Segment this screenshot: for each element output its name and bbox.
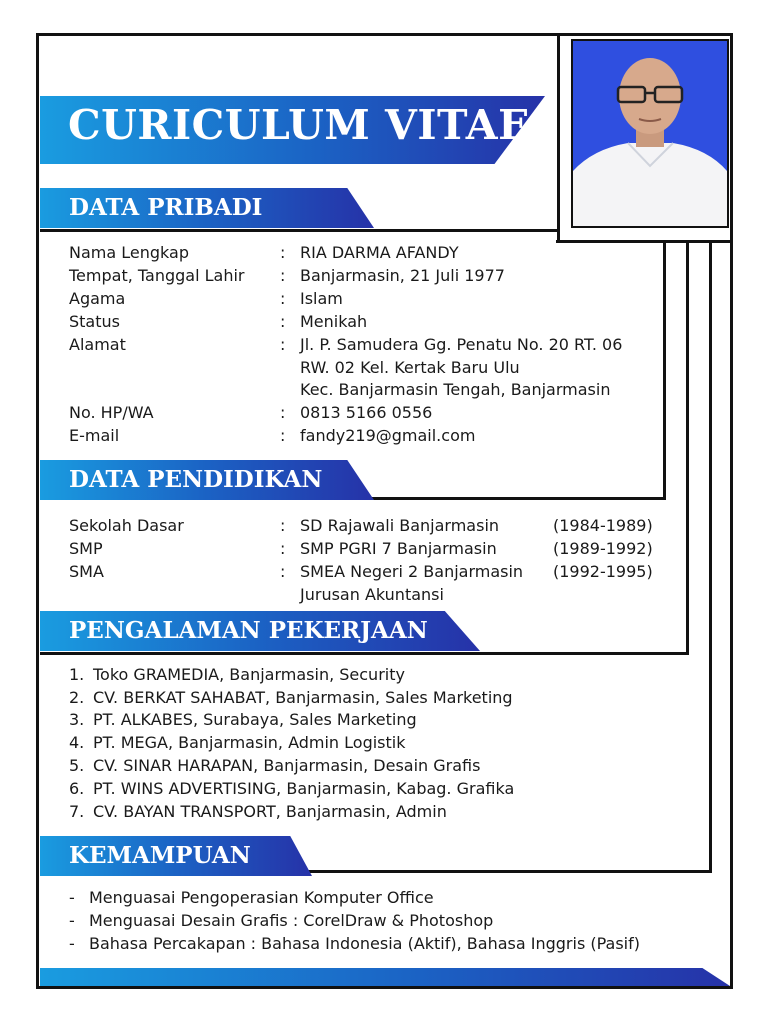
list-item-number: 3. <box>69 710 85 729</box>
bullet: - <box>69 888 75 907</box>
person-portrait-icon <box>573 41 727 226</box>
list-item-number: 7. <box>69 802 85 821</box>
personal-value-phone: 0813 5166 0556 <box>300 403 433 422</box>
list-item: PT. MEGA, Banjarmasin, Admin Logistik <box>93 733 406 752</box>
list-item: CV. BAYAN TRANSPORT, Banjarmasin, Admin <box>93 802 447 821</box>
personal-label-status: Status <box>69 312 120 331</box>
bullet: - <box>69 934 75 953</box>
list-item-number: 2. <box>69 688 85 707</box>
separator: : <box>280 266 286 285</box>
skill-item: Menguasai Pengoperasian Komputer Office <box>89 888 434 907</box>
list-item: Toko GRAMEDIA, Banjarmasin, Security <box>93 665 405 684</box>
personal-label-name: Nama Lengkap <box>69 243 189 262</box>
separator: : <box>280 516 286 535</box>
personal-value-address-2: RW. 02 Kel. Kertak Baru Ulu <box>300 358 520 377</box>
list-item-number: 1. <box>69 665 85 684</box>
personal-value-religion: Islam <box>300 289 343 308</box>
skill-item: Bahasa Percakapan : Bahasa Indonesia (Aktif), Bahasa Inggris (Pasif) <box>89 934 640 953</box>
bullet: - <box>69 911 75 930</box>
personal-label-birth: Tempat, Tanggal Lahir <box>69 266 245 285</box>
personal-value-status: Menikah <box>300 312 368 331</box>
education-school: SMP PGRI 7 Banjarmasin <box>300 539 497 558</box>
separator: : <box>280 426 286 445</box>
separator: : <box>280 539 286 558</box>
profile-photo <box>571 39 729 228</box>
list-item-number: 4. <box>69 733 85 752</box>
personal-value-name: RIA DARMA AFANDY <box>300 243 459 262</box>
bottom-accent-bar <box>40 968 730 986</box>
education-years: (1984-1989) <box>553 516 653 535</box>
step-line-v3 <box>663 243 666 499</box>
step-line-v1 <box>709 243 712 872</box>
step-line-v2 <box>686 243 689 654</box>
list-item: PT. ALKABES, Surabaya, Sales Marketing <box>93 710 417 729</box>
education-school: SD Rajawali Banjarmasin <box>300 516 500 535</box>
education-school: SMEA Negeri 2 Banjarmasin <box>300 562 524 581</box>
personal-value-email: fandy219@gmail.com <box>300 426 476 445</box>
section-title-experience: PENGALAMAN PEKERJAAN <box>69 617 428 644</box>
personal-value-address-1: Jl. P. Samudera Gg. Penatu No. 20 RT. 06 <box>300 335 623 354</box>
separator: : <box>280 243 286 262</box>
skill-item: Menguasai Desain Grafis : CorelDraw & Photoshop <box>89 911 494 930</box>
separator: : <box>280 289 286 308</box>
section-title-personal: DATA PRIBADI <box>69 194 263 221</box>
education-major: Jurusan Akuntansi <box>300 585 444 604</box>
education-years: (1989-1992) <box>553 539 653 558</box>
education-level: SMP <box>69 539 103 558</box>
personal-label-address: Alamat <box>69 335 126 354</box>
personal-label-phone: No. HP/WA <box>69 403 154 422</box>
section-title-education: DATA PENDIDIKAN <box>69 466 323 493</box>
section-title-skills: KEMAMPUAN <box>69 842 251 869</box>
education-level: SMA <box>69 562 104 581</box>
separator: : <box>280 335 286 354</box>
list-item-number: 5. <box>69 756 85 775</box>
education-level: Sekolah Dasar <box>69 516 184 535</box>
separator: : <box>280 312 286 331</box>
list-item: PT. WINS ADVERTISING, Banjarmasin, Kabag. Grafika <box>93 779 515 798</box>
personal-value-birth: Banjarmasin, 21 Juli 1977 <box>300 266 505 285</box>
step-line-h3 <box>40 652 689 655</box>
personal-value-address-3: Kec. Banjarmasin Tengah, Banjarmasin <box>300 380 611 399</box>
education-years: (1992-1995) <box>553 562 653 581</box>
list-item: CV. SINAR HARAPAN, Banjarmasin, Desain Grafis <box>93 756 481 775</box>
personal-label-email: E-mail <box>69 426 120 445</box>
list-item-number: 6. <box>69 779 85 798</box>
list-item: CV. BERKAT SAHABAT, Banjarmasin, Sales Marketing <box>93 688 513 707</box>
page-title: CURICULUM VITAE <box>68 101 530 149</box>
separator: : <box>280 562 286 581</box>
personal-label-religion: Agama <box>69 289 126 308</box>
separator: : <box>280 403 286 422</box>
